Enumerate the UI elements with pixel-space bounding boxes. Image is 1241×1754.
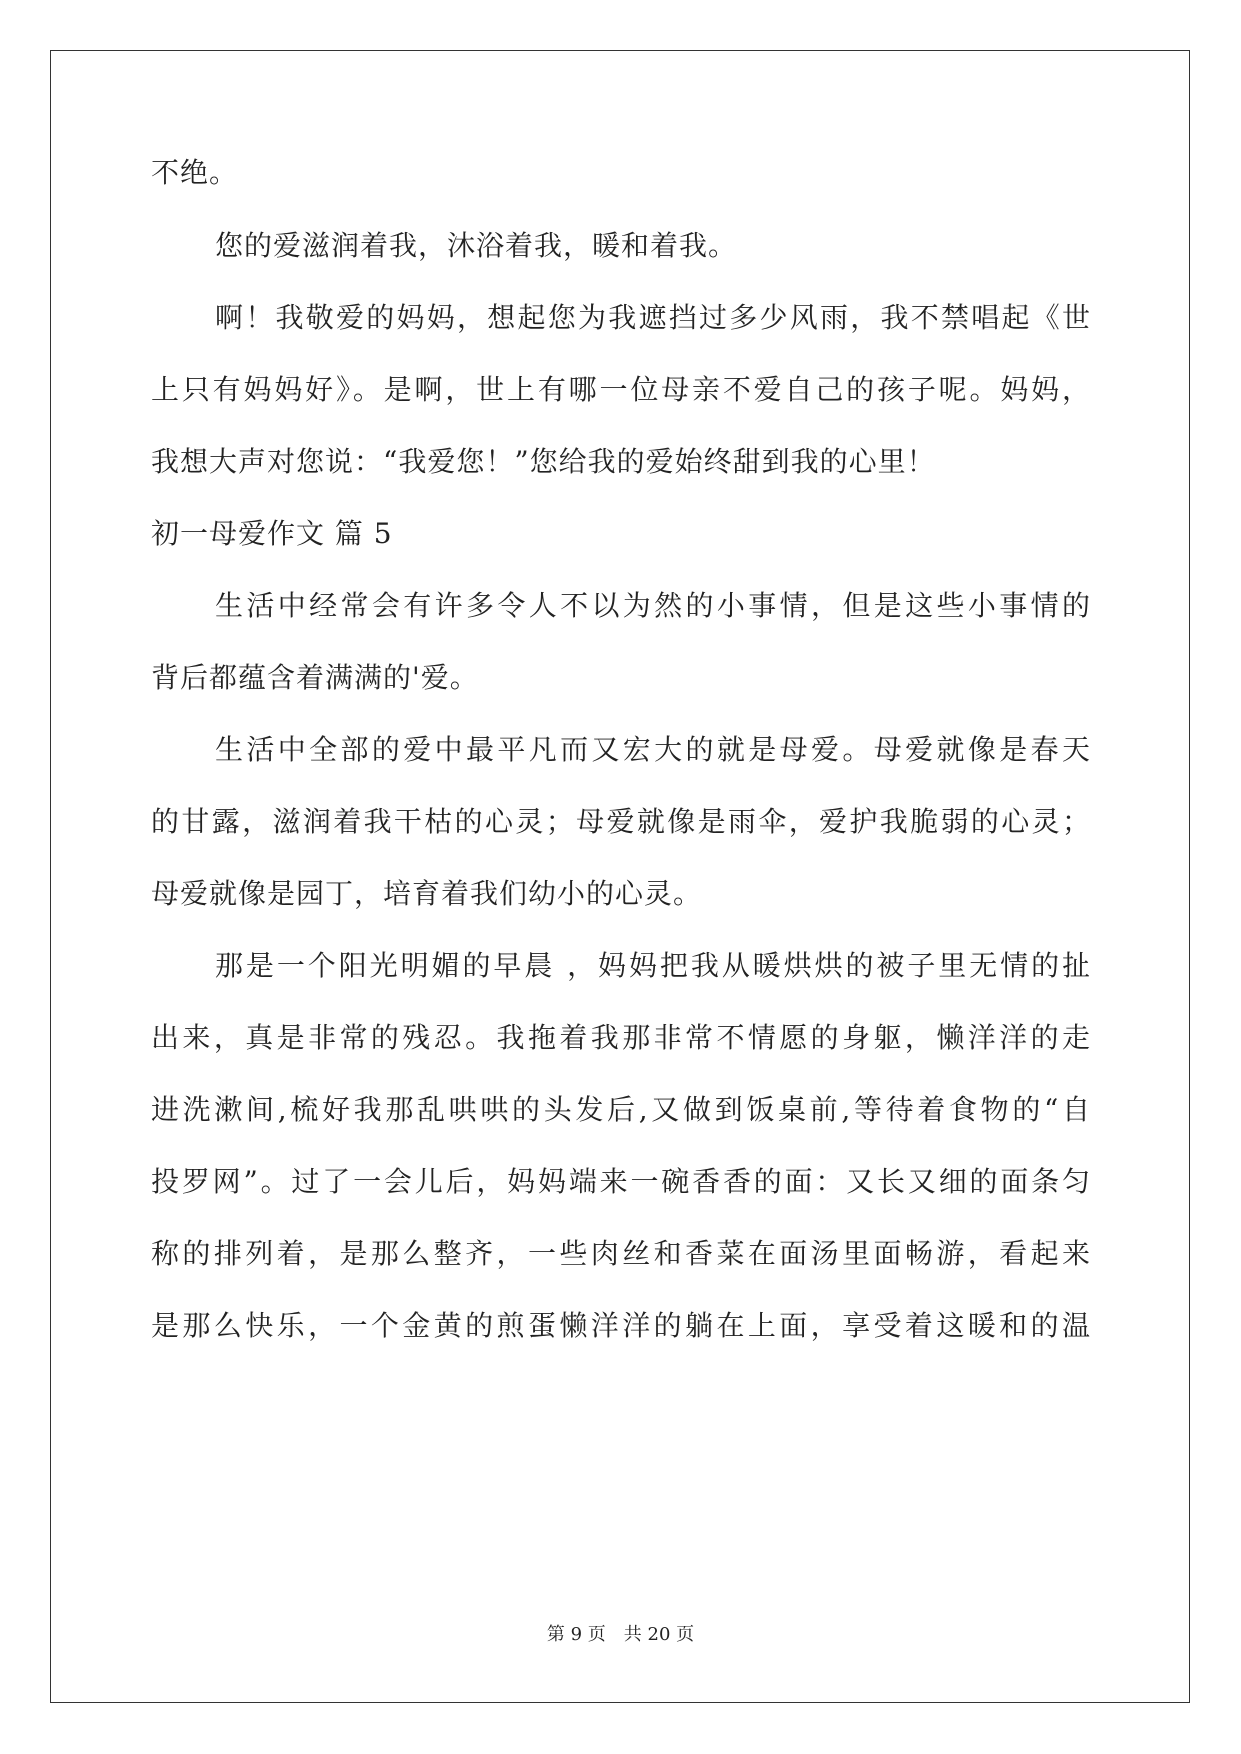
paragraph-line: 啊！我敬爱的妈妈，想起您为我遮挡过多少风雨，我不禁唱起《世 xyxy=(215,301,1091,334)
paragraph-line: 称的排列着，是那么整齐，一些肉丝和香菜在面汤里面畅游，看起来 xyxy=(151,1237,1091,1270)
paragraph-line: 的甘露，滋润着我干枯的心灵；母爱就像是雨伞，爱护我脆弱的心灵； xyxy=(151,805,1091,838)
paragraph-line: 那是一个阳光明媚的早晨 ，妈妈把我从暖烘烘的被子里无情的扯 xyxy=(215,949,1091,982)
paragraph-line: 您的爱滋润着我，沐浴着我，暖和着我。 xyxy=(215,229,738,262)
section-heading: 初一母爱作文 篇 5 xyxy=(151,517,393,550)
paragraph-line: 生活中全部的爱中最平凡而又宏大的就是母爱。母爱就像是春天 xyxy=(215,733,1091,766)
paragraph-line: 进洗漱间,梳好我那乱哄哄的头发后,又做到饭桌前,等待着食物的“自 xyxy=(151,1093,1091,1126)
paragraph-line: 生活中经常会有许多令人不以为然的小事情，但是这些小事情的 xyxy=(215,589,1091,622)
paragraph-line: 出来，真是非常的残忍。我拖着我那非常不情愿的身躯，懒洋洋的走 xyxy=(151,1021,1091,1054)
paragraph-line: 母爱就像是园丁，培育着我们幼小的心灵。 xyxy=(151,877,703,910)
page-number-footer: 第 9 页 共 20 页 xyxy=(546,1624,695,1645)
paragraph-line: 我想大声对您说：“我爱您！”您给我的爱始终甜到我的心里！ xyxy=(151,445,936,478)
paragraph-line: 不绝。 xyxy=(151,156,239,189)
paragraph-line: 背后都蕴含着满满的'爱。 xyxy=(151,661,479,694)
paragraph-line: 是那么快乐，一个金黄的煎蛋懒洋洋的躺在上面，享受着这暖和的温 xyxy=(151,1309,1091,1342)
paragraph-line: 投罗网”。过了一会儿后，妈妈端来一碗香香的面：又长又细的面条匀 xyxy=(151,1165,1091,1198)
paragraph-line: 上只有妈妈好》。是啊，世上有哪一位母亲不爱自己的孩子呢。妈妈， xyxy=(151,373,1091,406)
